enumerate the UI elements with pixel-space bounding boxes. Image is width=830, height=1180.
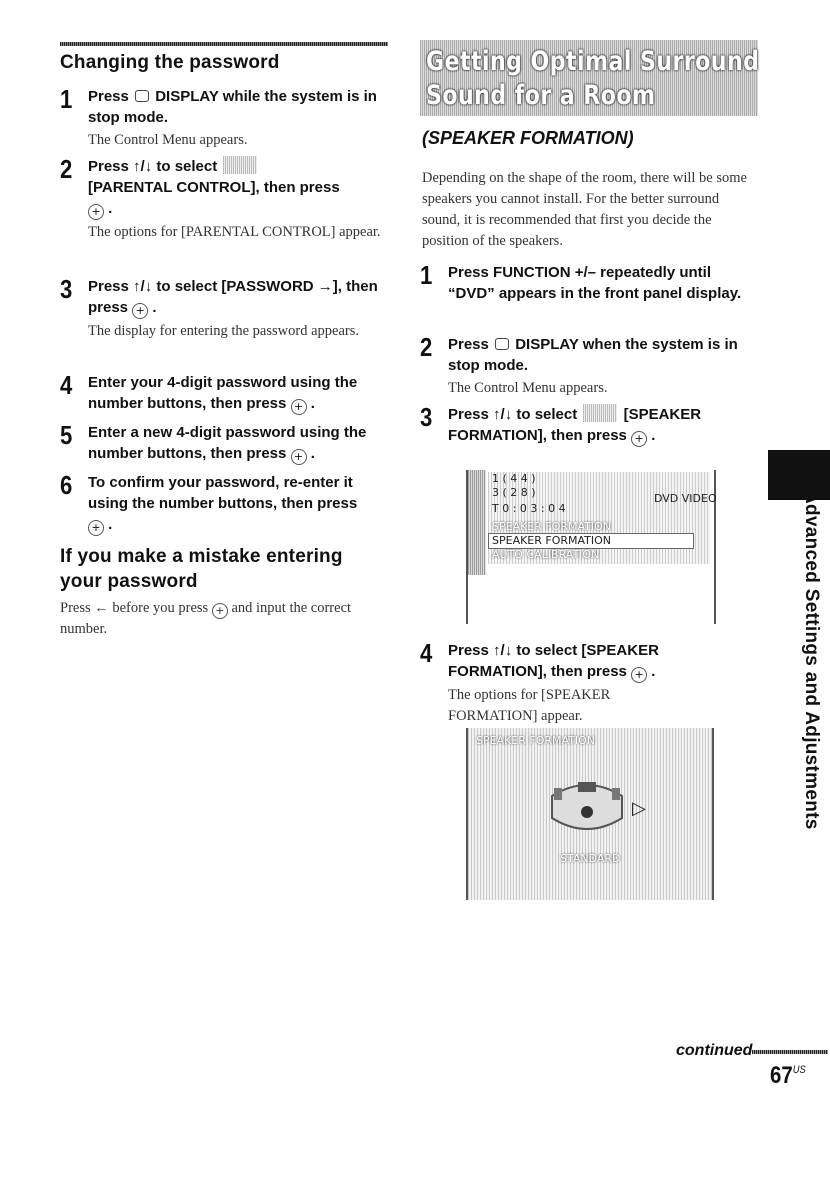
enter-icon: +	[88, 520, 104, 536]
page-number: $67^{US}$	[770, 1062, 806, 1089]
subtitle: (SPEAKER FORMATION)	[422, 128, 634, 148]
mistake-text: Press ← before you press + and input the correct number.	[60, 600, 352, 637]
step-note: The Control Menu appears.	[448, 380, 608, 396]
osd2-title: SPEAKER FORMATION	[476, 734, 596, 747]
step-instruction: Press ↑/↓ to select [PASSWORD →], then press + .	[88, 278, 378, 317]
step-instruction: To confirm your password, re-enter it using the number buttons, then press + .	[88, 474, 358, 534]
section-title: Changing the password	[60, 52, 280, 73]
step-number: 1	[420, 260, 433, 290]
enter-icon: +	[88, 204, 104, 220]
mistake-heading: If you make a mistake entering your password	[60, 546, 343, 592]
step-6	[60, 472, 390, 536]
step-number: 1	[60, 84, 73, 114]
speaker-layout-icon	[542, 778, 632, 838]
control-menu-display	[466, 470, 716, 624]
osd-highlighted-item: SPEAKER FORMATION	[492, 520, 612, 533]
step-3	[60, 276, 390, 342]
osd-option-speaker-formation: SPEAKER FORMATION	[492, 534, 612, 547]
menu-icon-column	[468, 470, 486, 575]
side-tab-label: Advanced Settings and Adjustments	[801, 490, 822, 830]
step-note: The display for entering the password appears.	[88, 323, 359, 339]
step-instruction: Press ↑/↓ to select [PARENTAL CONTROL], then press + .	[88, 158, 340, 218]
osd-disc-badge: DVD VIDEO	[654, 492, 717, 505]
section-rule	[60, 42, 388, 46]
step-note: The options for [PARENTAL CONTROL] appear.	[88, 224, 381, 240]
step-number: 2	[420, 332, 433, 362]
title-banner	[420, 40, 758, 116]
step-2	[60, 156, 390, 243]
step-number: 4	[420, 638, 433, 668]
enter-icon: +	[291, 399, 307, 415]
enter-icon: +	[631, 431, 647, 447]
step-note: The Control Menu appears.	[88, 132, 248, 148]
speaker-setup-icon	[583, 404, 617, 422]
step-number: 5	[60, 420, 73, 450]
step-number: 2	[60, 154, 73, 184]
step-instruction: Press ↑/↓ to select [SPEAKER FORMATION], then press + .	[448, 642, 659, 681]
enter-icon: +	[631, 667, 647, 683]
step-number: 4	[60, 370, 73, 400]
enter-icon: +	[132, 303, 148, 319]
enter-icon: +	[212, 603, 228, 619]
banner-line-2: Sound for a Room	[426, 80, 656, 111]
step-instruction: Press DISPLAY while the system is in stop mode.	[88, 88, 377, 126]
step-number: 6	[60, 470, 73, 500]
step-4	[60, 372, 390, 415]
step-instruction: Press DISPLAY when the system is in stop mode.	[448, 336, 738, 374]
step-number: 3	[60, 274, 73, 304]
r-step-4	[420, 640, 760, 727]
banner-line-1: Getting Optimal Surround	[426, 46, 760, 77]
display-icon	[135, 90, 149, 102]
osd-option-auto-calibration: AUTO CALIBRATION	[492, 548, 600, 561]
step-1	[60, 86, 390, 151]
r-step-1	[420, 262, 760, 304]
step-instruction: Enter your 4-digit password using the number buttons, then press + .	[88, 374, 358, 413]
step-instruction: Enter a new 4-digit password using the number buttons, then press + .	[88, 424, 367, 463]
enter-icon: +	[291, 449, 307, 465]
speaker-formation-display	[466, 728, 714, 900]
continued-rule	[752, 1050, 828, 1054]
osd-chapter-number: 3 ( 2 8 )	[492, 486, 536, 499]
r-step-3	[420, 404, 760, 447]
step-note: The options for [SPEAKER FORMATION] appear.	[448, 687, 611, 724]
osd2-value: STANDARD	[560, 852, 621, 865]
osd-time: T 0 : 0 3 : 0 4	[492, 502, 566, 515]
step-instruction: Press ↑/↓ to select [SPEAKER FORMATION], then press + .	[448, 406, 702, 445]
continued-label: continued	[676, 1042, 753, 1059]
step-number: 3	[420, 402, 433, 432]
intro-text: Depending on the shape of the room, there will be some speakers you cannot install. For the better surround sound, it is recommended that first you decide the position of the speakers.	[422, 170, 747, 249]
display-icon	[495, 338, 509, 350]
step-5	[60, 422, 390, 465]
osd-title-number: 1 ( 4 4 )	[492, 472, 536, 485]
parental-control-icon	[223, 156, 257, 174]
next-arrow-icon: ▷	[632, 798, 646, 819]
step-instruction: Press FUNCTION +/– repeatedly until “DVD” appears in the front panel display.	[448, 264, 742, 302]
r-step-2	[420, 334, 760, 399]
